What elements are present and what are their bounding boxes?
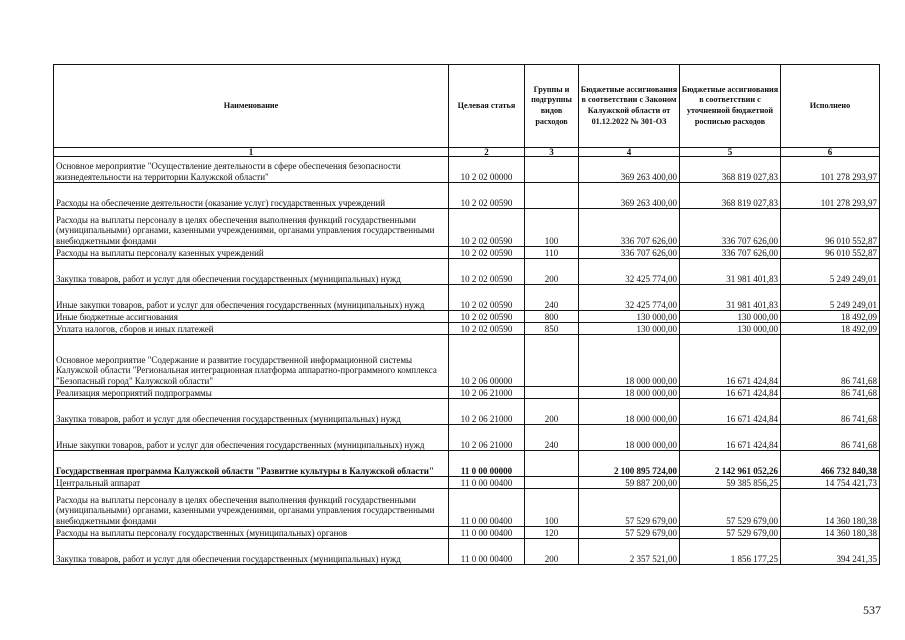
- table-row: [54, 477, 880, 489]
- row-law-allocation: 369 263 400,00: [579, 157, 680, 183]
- table-row: [54, 247, 880, 259]
- row-revised-allocation: 16 671 424,84: [680, 387, 781, 399]
- row-name: Расходы на выплаты персоналу в целях обеспечения выполнения функций государственными (муниципальными) органами, казенными учреждениями, органами управления государственными внебюджетными фондами: [54, 489, 449, 527]
- column-number: 6: [781, 148, 880, 157]
- row-name: Иные закупки товаров, работ и услуг для обеспечения государственных (муниципальных) нужд: [54, 425, 449, 451]
- row-revised-allocation: 16 671 424,84: [680, 425, 781, 451]
- header-executed: Исполнено: [781, 65, 880, 148]
- row-revised-allocation: 57 529 679,00: [680, 489, 781, 527]
- row-law-allocation: 18 000 000,00: [579, 387, 680, 399]
- row-target-article: 10 2 06 21000: [449, 387, 525, 399]
- row-expense-group: 100: [525, 209, 579, 247]
- row-law-allocation: 32 425 774,00: [579, 285, 680, 311]
- row-expense-group: [525, 183, 579, 209]
- row-name: Иные закупки товаров, работ и услуг для обеспечения государственных (муниципальных) нужд: [54, 285, 449, 311]
- row-target-article: 11 0 00 00400: [449, 489, 525, 527]
- row-expense-group: 120: [525, 527, 579, 539]
- row-expense-group: 240: [525, 425, 579, 451]
- page-number: 537: [863, 603, 881, 617]
- row-executed: 18 492,09: [781, 323, 880, 335]
- table-row: [54, 489, 880, 527]
- row-target-article: 10 2 02 00590: [449, 183, 525, 209]
- row-law-allocation: 32 425 774,00: [579, 259, 680, 285]
- row-law-allocation: 369 263 400,00: [579, 183, 680, 209]
- row-revised-allocation: 130 000,00: [680, 311, 781, 323]
- row-target-article: 10 2 06 21000: [449, 399, 525, 425]
- table-row: [54, 527, 880, 539]
- row-executed: 466 732 840,38: [781, 451, 880, 477]
- table-row: [54, 387, 880, 399]
- table-row: [54, 399, 880, 425]
- table-row: [54, 451, 880, 477]
- row-law-allocation: 336 707 626,00: [579, 247, 680, 259]
- column-number: 3: [525, 148, 579, 157]
- row-expense-group: 200: [525, 399, 579, 425]
- row-name: Государственная программа Калужской области "Развитие культуры в Калужской области": [54, 451, 449, 477]
- header-revised-allocation: Бюджетные ассигнования в соответствии с уточненной бюджетной росписью расходов: [680, 65, 781, 148]
- row-name: Иные бюджетные ассигнования: [54, 311, 449, 323]
- row-target-article: 11 0 00 00000: [449, 451, 525, 477]
- row-revised-allocation: 130 000,00: [680, 323, 781, 335]
- row-executed: 14 360 180,38: [781, 527, 880, 539]
- row-law-allocation: 18 000 000,00: [579, 425, 680, 451]
- row-target-article: 11 0 00 00400: [449, 527, 525, 539]
- row-revised-allocation: 16 671 424,84: [680, 335, 781, 387]
- row-executed: 5 249 249,01: [781, 259, 880, 285]
- row-executed: 14 360 180,38: [781, 489, 880, 527]
- row-target-article: 10 2 02 00590: [449, 285, 525, 311]
- row-target-article: 10 2 06 21000: [449, 425, 525, 451]
- row-executed: 394 241,35: [781, 539, 880, 565]
- row-revised-allocation: 368 819 027,83: [680, 157, 781, 183]
- row-name: Уплата налогов, сборов и иных платежей: [54, 323, 449, 335]
- row-target-article: 10 2 02 00590: [449, 209, 525, 247]
- row-expense-group: 850: [525, 323, 579, 335]
- row-executed: 18 492,09: [781, 311, 880, 323]
- row-law-allocation: 130 000,00: [579, 323, 680, 335]
- header-name: Наименование: [54, 65, 449, 148]
- row-executed: 86 741,68: [781, 387, 880, 399]
- row-expense-group: [525, 451, 579, 477]
- row-law-allocation: 336 707 626,00: [579, 209, 680, 247]
- row-law-allocation: 2 100 895 724,00: [579, 451, 680, 477]
- row-name: Центральный аппарат: [54, 477, 449, 489]
- header-law-allocation: Бюджетные ассигнования в соответствии с Законом Калужской области от 01.12.2022 № 301-ОЗ: [579, 65, 680, 148]
- row-name: Закупка товаров, работ и услуг для обеспечения государственных (муниципальных) нужд: [54, 259, 449, 285]
- row-executed: 86 741,68: [781, 335, 880, 387]
- row-target-article: 10 2 02 00000: [449, 157, 525, 183]
- row-target-article: 11 0 00 00400: [449, 539, 525, 565]
- row-executed: 86 741,68: [781, 399, 880, 425]
- row-revised-allocation: 336 707 626,00: [680, 247, 781, 259]
- row-law-allocation: 18 000 000,00: [579, 335, 680, 387]
- row-name: Расходы на выплаты персоналу в целях обеспечения выполнения функций государственными (муниципальными) органами, казенными учреждениями, органами управления государственными внебюджетными фондами: [54, 209, 449, 247]
- row-expense-group: 100: [525, 489, 579, 527]
- row-target-article: 10 2 06 00000: [449, 335, 525, 387]
- row-target-article: 10 2 02 00590: [449, 311, 525, 323]
- row-law-allocation: 2 357 521,00: [579, 539, 680, 565]
- table-row: [54, 425, 880, 451]
- column-number: 2: [449, 148, 525, 157]
- row-executed: 101 278 293,97: [781, 157, 880, 183]
- table-row: [54, 157, 880, 183]
- table-row: [54, 259, 880, 285]
- row-revised-allocation: 59 385 856,25: [680, 477, 781, 489]
- row-name: Расходы на выплаты персоналу казенных учреждений: [54, 247, 449, 259]
- table-row: [54, 335, 880, 387]
- row-revised-allocation: 16 671 424,84: [680, 399, 781, 425]
- column-number-row: [54, 148, 880, 157]
- row-revised-allocation: 336 707 626,00: [680, 209, 781, 247]
- row-executed: 96 010 552,87: [781, 247, 880, 259]
- table-row: [54, 183, 880, 209]
- table-row: [54, 323, 880, 335]
- budget-table: [53, 64, 880, 565]
- column-number: 4: [579, 148, 680, 157]
- header-expense-group: Группы и подгруппы видов расходов: [525, 65, 579, 148]
- row-target-article: 11 0 00 00400: [449, 477, 525, 489]
- row-name: Основное мероприятие "Содержание и развитие государственной информационной системы Калужской области "Региональная интеграционная платформа аппаратно-программного комплекса "Безопасный город" Калужской области": [54, 335, 449, 387]
- row-law-allocation: 130 000,00: [579, 311, 680, 323]
- row-law-allocation: 57 529 679,00: [579, 489, 680, 527]
- row-revised-allocation: 1 856 177,25: [680, 539, 781, 565]
- row-executed: 86 741,68: [781, 425, 880, 451]
- row-revised-allocation: 57 529 679,00: [680, 527, 781, 539]
- header-target-article: Целевая статья: [449, 65, 525, 148]
- row-name: Закупка товаров, работ и услуг для обеспечения государственных (муниципальных) нужд: [54, 399, 449, 425]
- column-number: 5: [680, 148, 781, 157]
- row-executed: 14 754 421,73: [781, 477, 880, 489]
- row-name: Расходы на обеспечение деятельности (оказание услуг) государственных учреждений: [54, 183, 449, 209]
- row-expense-group: 110: [525, 247, 579, 259]
- column-number: 1: [54, 148, 449, 157]
- header-row: [54, 65, 880, 148]
- row-expense-group: 800: [525, 311, 579, 323]
- row-expense-group: [525, 387, 579, 399]
- row-law-allocation: 18 000 000,00: [579, 399, 680, 425]
- row-expense-group: [525, 335, 579, 387]
- row-executed: 101 278 293,97: [781, 183, 880, 209]
- row-target-article: 10 2 02 00590: [449, 259, 525, 285]
- row-revised-allocation: 31 981 401,83: [680, 285, 781, 311]
- row-expense-group: [525, 157, 579, 183]
- table-row: [54, 209, 880, 247]
- row-revised-allocation: 31 981 401,83: [680, 259, 781, 285]
- row-executed: 5 249 249,01: [781, 285, 880, 311]
- row-revised-allocation: 368 819 027,83: [680, 183, 781, 209]
- row-law-allocation: 57 529 679,00: [579, 527, 680, 539]
- table-row: [54, 285, 880, 311]
- row-name: Закупка товаров, работ и услуг для обеспечения государственных (муниципальных) нужд: [54, 539, 449, 565]
- row-expense-group: 200: [525, 539, 579, 565]
- table-row: [54, 539, 880, 565]
- row-law-allocation: 59 887 200,00: [579, 477, 680, 489]
- row-name: Реализация мероприятий подпрограммы: [54, 387, 449, 399]
- row-executed: 96 010 552,87: [781, 209, 880, 247]
- row-target-article: 10 2 02 00590: [449, 247, 525, 259]
- row-expense-group: 240: [525, 285, 579, 311]
- row-expense-group: [525, 477, 579, 489]
- row-expense-group: 200: [525, 259, 579, 285]
- row-revised-allocation: 2 142 961 052,26: [680, 451, 781, 477]
- table-row: [54, 311, 880, 323]
- row-name: Основное мероприятие "Осуществление деятельности в сфере обеспечения безопасности жизнедеятельности на территории Калужской области": [54, 157, 449, 183]
- row-name: Расходы на выплаты персоналу государственных (муниципальных) органов: [54, 527, 449, 539]
- row-target-article: 10 2 02 00590: [449, 323, 525, 335]
